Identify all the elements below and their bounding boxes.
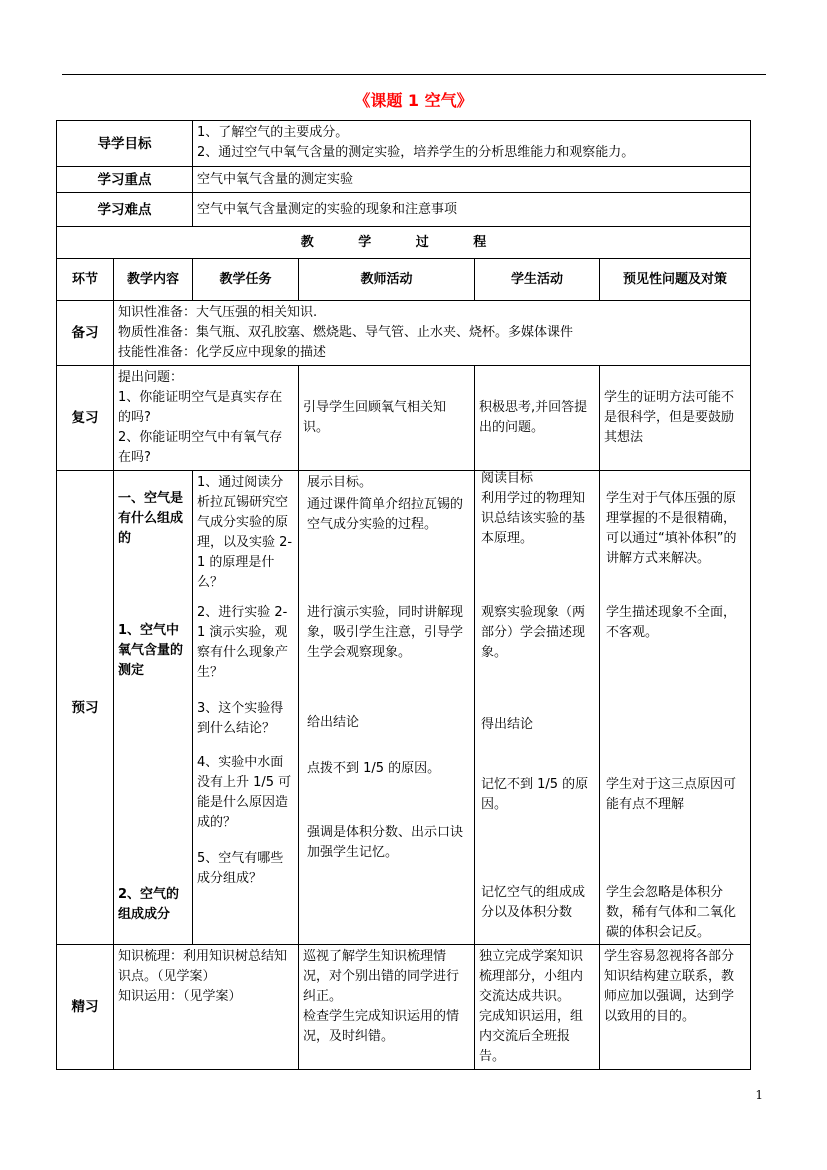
student-activity: 阅读目标 <box>481 471 534 486</box>
column-header: 教师活动 <box>299 259 475 301</box>
page-number: 1 <box>755 1088 763 1102</box>
prep-line: 技能性准备：化学反应中现象的描述 <box>118 345 327 360</box>
forecast-item: 学生对于气体压强的原理掌握的不是很精确，可以通过“填补体积”的讲解方式来解决。 <box>606 491 737 566</box>
practice-student <box>475 945 600 1070</box>
student-activity: 观察实验现象（两部分）学会描述现象。 <box>481 605 586 660</box>
difficulty-row <box>57 193 751 227</box>
preview-forecast <box>600 471 751 945</box>
preview-row <box>57 471 751 945</box>
column-header: 环节 <box>57 259 114 301</box>
teacher-activity: 给出结论 <box>307 715 360 730</box>
forecast-item: 学生描述现象不全面，不客观。 <box>606 605 737 640</box>
column-header: 学生活动 <box>475 259 600 301</box>
teacher-activity: 强调是体积分数、出示口诀加强学生记忆。 <box>307 825 464 860</box>
preview-student <box>475 471 600 945</box>
review-forecast: 学生的证明方法可能不是很科学，但是要鼓励其想法 <box>600 366 751 471</box>
preview-topic: 2、空气的组成成分 <box>118 887 180 922</box>
key-content: 空气中氧气含量的测定实验 <box>193 167 751 193</box>
review-row <box>57 366 751 471</box>
practice-line: 知识运用：（见学案） <box>118 989 242 1004</box>
goal-content <box>193 121 751 167</box>
difficulty-label: 学习难点 <box>57 193 193 227</box>
preview-task: 4、实验中水面没有上升 1/5 可能是什么原因造成的？ <box>197 755 292 830</box>
teacher-activity: 点拨不到 1/5 的原因。 <box>307 761 441 776</box>
prep-row <box>57 301 751 366</box>
goal-row <box>57 121 751 167</box>
preview-content <box>114 471 193 945</box>
teacher-activity: 进行演示实验，同时讲解现象，吸引学生注意，引导学生学会观察现象。 <box>307 605 464 660</box>
preview-teacher <box>299 471 475 945</box>
student-activity: 得出结论 <box>481 717 534 732</box>
goal-label: 导学目标 <box>57 121 193 167</box>
review-content <box>114 366 299 471</box>
teacher-activity: 展示目标。 <box>307 475 373 490</box>
column-header: 预见性问题及对策 <box>600 259 751 301</box>
review-teacher: 引导学生回顾氧气相关知识。 <box>299 366 475 471</box>
review-student: 积极思考,并回答提出的问题。 <box>475 366 600 471</box>
practice-forecast: 学生容易忽视将各部分知识结构建立联系，教师应加以强调，达到学以致用的目的。 <box>600 945 751 1070</box>
column-header: 教学任务 <box>193 259 299 301</box>
practice-student-line: 完成知识运用，组内交流后全班报告。 <box>479 1009 584 1064</box>
goal-line: 2、通过空气中氧气含量的测定实验，培养学生的分析思维能力和观察能力。 <box>197 145 635 160</box>
review-line: 1、你能证明空气是真实存在的吗? <box>118 390 283 425</box>
process-title: 教 学 过 程 <box>57 227 751 259</box>
key-label: 学习重点 <box>57 167 193 193</box>
student-activity: 记忆空气的组成成分以及体积分数 <box>481 885 586 920</box>
header-rule <box>62 74 766 75</box>
practice-teacher-line: 巡视了解学生知识梳理情况，对个别出错的同学进行纠正。 <box>303 949 460 1004</box>
lesson-plan-table <box>56 120 751 1070</box>
preview-task: 2、进行实验 2-1 演示实验，观察有什么现象产生？ <box>197 605 289 680</box>
column-header: 教学内容 <box>114 259 193 301</box>
practice-teacher-line: 检查学生完成知识运用的情况，及时纠错。 <box>303 1009 460 1044</box>
key-row <box>57 167 751 193</box>
difficulty-content: 空气中氧气含量测定的实验的现象和注意事项 <box>193 193 751 227</box>
practice-student-line: 独立完成学案知识梳理部分，小组内交流达成共识。 <box>479 949 584 1004</box>
practice-teacher <box>299 945 475 1070</box>
preview-task: 3、这个实验得到什么结论？ <box>197 701 284 736</box>
student-activity: 记忆不到 1/5 的原因。 <box>481 777 589 812</box>
prep-label: 备习 <box>57 301 114 366</box>
preview-tasks <box>193 471 299 945</box>
student-activity: 利用学过的物理知识总结该实验的基本原理。 <box>481 491 586 546</box>
practice-line: 知识梳理：利用知识树总结知识点。（见学案） <box>118 949 288 984</box>
preview-topic: 1、空气中氧气含量的测定 <box>118 623 184 678</box>
practice-row <box>57 945 751 1070</box>
prep-line: 物质性准备：集气瓶、双孔胶塞、燃烧匙、导气管、止水夹、烧杯。多媒体课件 <box>118 325 574 340</box>
goal-line: 1、了解空气的主要成分。 <box>197 125 349 140</box>
teacher-activity: 通过课件简单介绍拉瓦锡的空气成分实验的过程。 <box>307 497 464 532</box>
preview-task: 5、空气有哪些成分组成？ <box>197 851 284 886</box>
forecast-item: 学生会忽略是体积分数，稀有气体和二氧化碳的体积会记反。 <box>606 885 737 940</box>
review-label: 复习 <box>57 366 114 471</box>
prep-line: 知识性准备：大气压强的相关知识. <box>118 305 318 320</box>
preview-label: 预习 <box>57 471 114 945</box>
process-title-row <box>57 227 751 259</box>
preview-topic: 一、空气是有什么组成的 <box>118 491 184 546</box>
review-line: 2、你能证明空气中有氧气存在吗? <box>118 430 283 465</box>
review-line: 提出问题： <box>118 370 184 385</box>
forecast-item: 学生对于这三点原因可能有点不理解 <box>606 777 737 812</box>
header-row <box>57 259 751 301</box>
preview-task: 1、通过阅读分析拉瓦锡研究空气成分实验的原理，以及实验 2-1 的原理是什么？ <box>197 475 293 590</box>
practice-content <box>114 945 299 1070</box>
page-title: 《课题 1 空气》 <box>354 91 473 110</box>
practice-label: 精习 <box>57 945 114 1070</box>
prep-content <box>114 301 751 366</box>
